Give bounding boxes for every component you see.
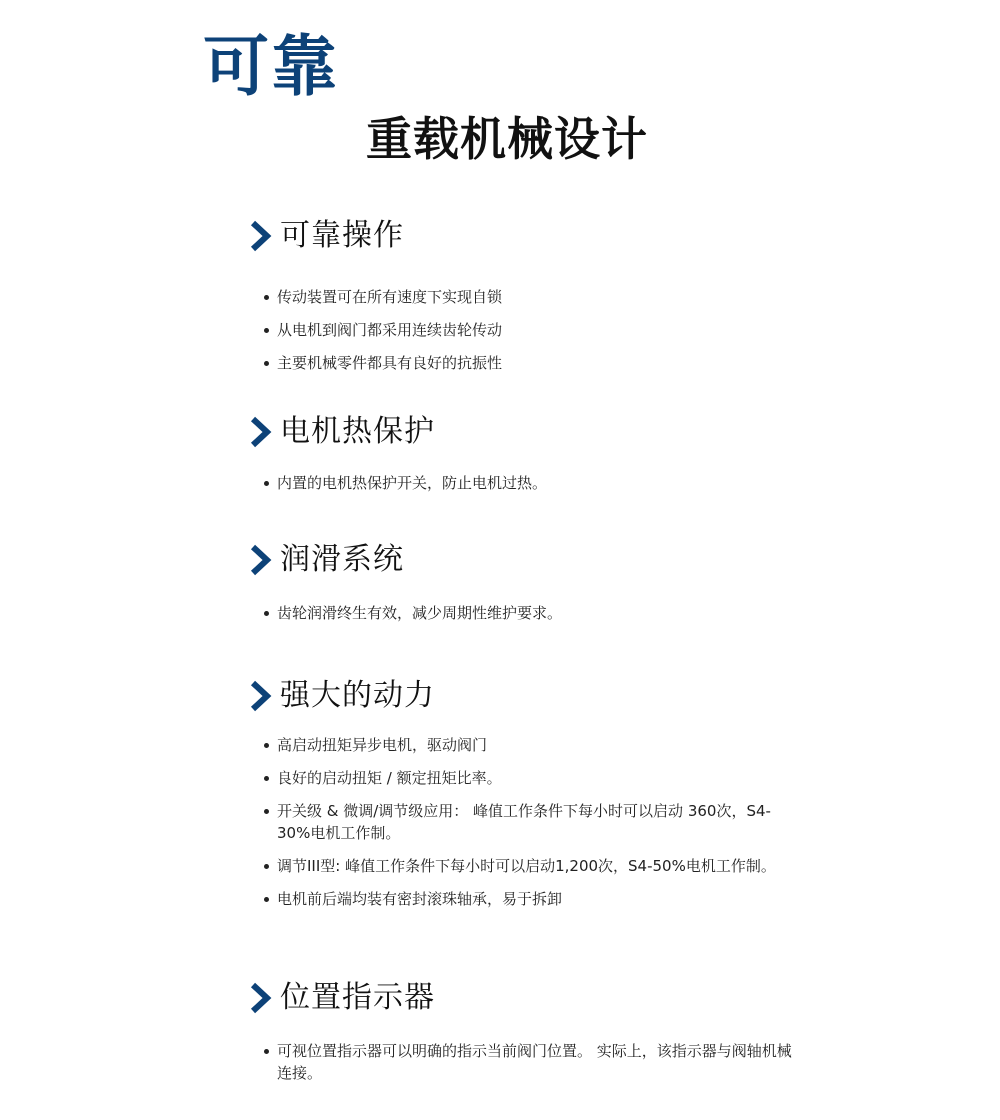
section-title: 位置指示器 — [280, 980, 435, 1015]
section-heading — [248, 540, 808, 580]
section-reliable-operation — [248, 216, 808, 372]
list-item — [264, 472, 794, 494]
chevron-right-icon — [248, 680, 274, 712]
bullet-icon — [264, 361, 269, 366]
list-item — [264, 767, 794, 789]
list-item-text: 传动装置可在所有速度下实现自锁 — [277, 288, 503, 306]
bullet-list — [264, 472, 794, 505]
section-heading — [248, 676, 808, 716]
list-item-text: 主要机械零件都具有良好的抗振性 — [277, 354, 503, 372]
bullet-list — [264, 602, 794, 635]
section-title: 可靠操作 — [280, 218, 404, 253]
list-item — [264, 352, 794, 374]
list-item-text: 开关级 & 微调/调节级应用： 峰值工作条件下每小时可以启动 360次，S4-30%电机工作制。 — [277, 802, 771, 842]
list-item — [264, 800, 777, 844]
list-item-text: 高启动扭矩异步电机，驱动阀门 — [277, 736, 488, 754]
section-title: 润滑系统 — [280, 542, 404, 577]
bullet-icon — [264, 897, 269, 902]
bullet-list — [264, 286, 794, 385]
list-item-text: 良好的启动扭矩 / 额定扭矩比率。 — [277, 769, 502, 787]
page-title: 重载机械设计 — [366, 112, 648, 166]
list-item — [264, 602, 794, 624]
bullet-list — [264, 1040, 794, 1095]
chevron-right-icon — [248, 982, 274, 1014]
list-item-text: 内置的电机热保护开关，防止电机过热。 — [277, 474, 548, 492]
section-heading — [248, 216, 808, 256]
section-motor-thermal-protection — [248, 412, 808, 492]
brand-title: 可靠 — [203, 28, 339, 105]
section-powerful-drive — [248, 676, 808, 908]
bullet-icon — [264, 809, 269, 814]
list-item — [264, 319, 794, 341]
list-item-text: 从电机到阀门都采用连续齿轮传动 — [277, 321, 503, 339]
bullet-icon — [264, 776, 269, 781]
chevron-right-icon — [248, 416, 274, 448]
bullet-icon — [264, 328, 269, 333]
bullet-icon — [264, 1049, 269, 1054]
bullet-icon — [264, 611, 269, 616]
list-item — [264, 286, 794, 308]
list-item — [264, 855, 792, 877]
section-heading — [248, 978, 808, 1018]
bullet-icon — [264, 295, 269, 300]
bullet-icon — [264, 743, 269, 748]
section-title: 电机热保护 — [280, 414, 435, 449]
bullet-icon — [264, 481, 269, 486]
list-item-text: 调节III型: 峰值工作条件下每小时可以启动1,200次，S4-50%电机工作制。 — [277, 857, 776, 875]
list-item-text: 电机前后端均装有密封滚珠轴承，易于拆卸 — [277, 890, 563, 908]
section-position-indicator — [248, 978, 808, 1082]
list-item-text: 可视位置指示器可以明确的指示当前阀门位置。 实际上，该指示器与阀轴机械连接。 — [277, 1042, 792, 1082]
list-item — [264, 734, 794, 756]
chevron-right-icon — [248, 220, 274, 252]
chevron-right-icon — [248, 544, 274, 576]
bullet-icon — [264, 864, 269, 869]
section-title: 强大的动力 — [280, 678, 435, 713]
list-item — [264, 1040, 802, 1084]
section-lubrication-system — [248, 540, 808, 622]
section-heading — [248, 412, 808, 452]
list-item — [264, 888, 794, 910]
bullet-list — [264, 734, 794, 921]
list-item-text: 齿轮润滑终生有效，减少周期性维护要求。 — [277, 604, 563, 622]
